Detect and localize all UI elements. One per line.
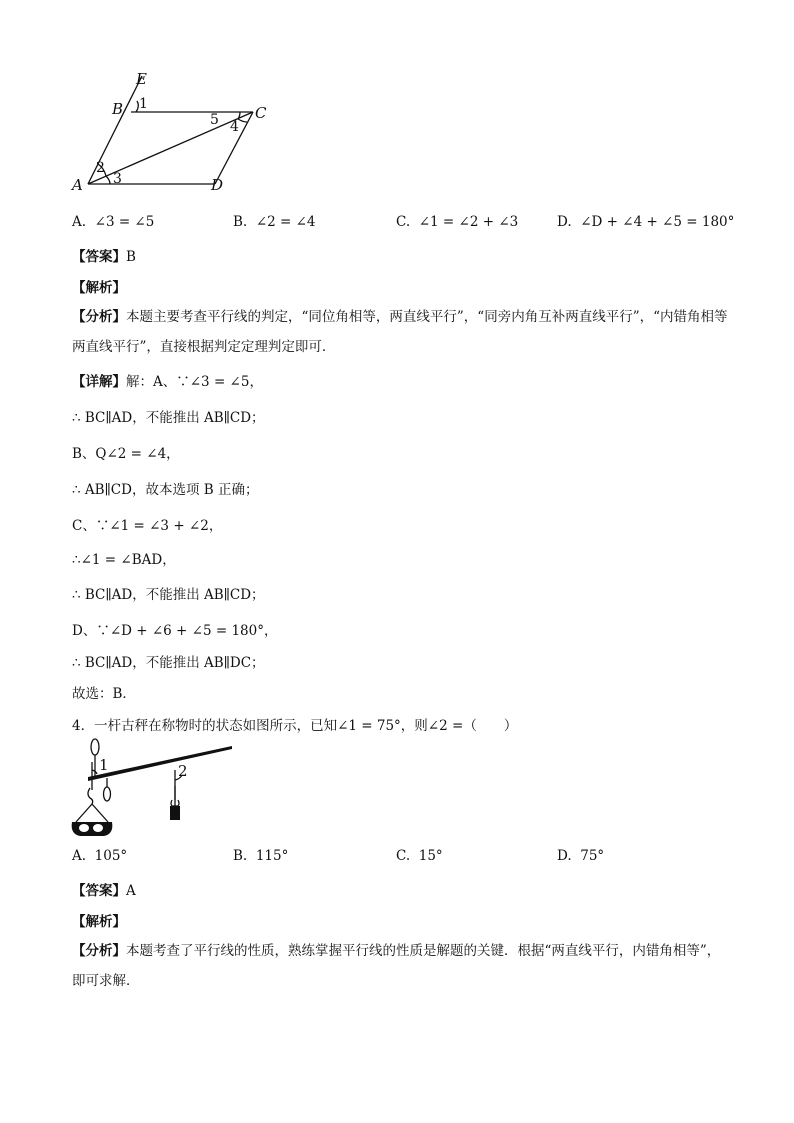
q3-analysis: 【分析】本题主要考查平行线的判定，“同位角相等，两直线平行”，“同旁内角互补两直线平行”，“内错角相等两直线平行”，直接根据判定定理判定即可． xyxy=(72,309,728,355)
q4-option-c: C. 15° xyxy=(396,848,443,864)
label-c: C xyxy=(255,104,267,122)
q3-option-c: C. ∠1 = ∠2 + ∠3 xyxy=(396,214,519,230)
q3-detail-line-2: B、Q∠2 = ∠4， xyxy=(72,446,180,462)
label-angle-2: 2 xyxy=(178,762,188,780)
q3-detail-line-4: C、∵∠1 = ∠3 + ∠2， xyxy=(72,518,223,534)
pan-string-left xyxy=(76,804,92,822)
q4-option-a: A. 105° xyxy=(72,848,128,864)
q3-detail-line-0: 【详解】解：A、∵∠3 = ∠5， xyxy=(72,374,263,390)
q3-detail-line-8: ∴ BC∥AD，不能推出 AB∥DC； xyxy=(72,655,265,671)
q3-option-d: D. ∠D + ∠4 + ∠5 = 180° xyxy=(557,214,735,230)
pan-item-left xyxy=(79,824,89,832)
label-a: A xyxy=(72,176,83,194)
label-e: E xyxy=(136,70,147,88)
side-hook-loop xyxy=(104,787,111,801)
q4-option-b: B. 115° xyxy=(233,848,289,864)
pan-hook xyxy=(88,788,93,804)
q4-question: 4．一杆古秤在称物时的状态如图所示，已知∠1 = 75°，则∠2 =（ ） xyxy=(72,718,518,734)
angle-arc-1 xyxy=(136,101,138,112)
q4-answer: 【答案】A xyxy=(72,883,136,899)
q3-detail-line-7: D、∵∠D + ∠6 + ∠5 = 180°， xyxy=(72,623,278,639)
q3-detail-line-3: ∴ AB∥CD，故本选项 B 正确； xyxy=(72,482,259,498)
label-angle-2: 2 xyxy=(96,160,105,176)
parallelogram-figure xyxy=(60,64,290,199)
label-angle-3: 3 xyxy=(113,171,122,187)
angle-arc-4 xyxy=(238,119,247,122)
q3-detail-line-9: 故选：B． xyxy=(72,686,136,702)
label-d: D xyxy=(211,176,224,194)
q3-analysis-title: 【解析】 xyxy=(72,280,126,296)
q3-option-b: B. ∠2 = ∠4 xyxy=(233,214,316,230)
label-b: B xyxy=(112,100,124,118)
label-angle-1: 1 xyxy=(139,96,148,112)
q4-analysis-title: 【解析】 xyxy=(72,914,126,930)
pan-item-right xyxy=(93,824,103,832)
label-angle-4: 4 xyxy=(230,119,239,135)
angle-arc-3 xyxy=(106,176,110,184)
q4-analysis: 【分析】本题考查了平行线的性质，熟练掌握平行线的性质是解题的关键．根据“两直线平行，内错角相等”，即可求解． xyxy=(72,943,721,989)
label-angle-1: 1 xyxy=(99,756,109,774)
q3-detail-line-5: ∴∠1 = ∠BAD， xyxy=(72,552,176,568)
steelyard-beam xyxy=(88,746,232,781)
pan-string-right xyxy=(92,804,108,822)
counterweight xyxy=(170,806,180,820)
q4-option-d: D. 75° xyxy=(557,848,605,864)
q3-option-a: A. ∠3 = ∠5 xyxy=(72,214,155,230)
label-angle-5: 5 xyxy=(210,112,219,128)
scale-pan xyxy=(72,822,113,836)
steelyard-figure xyxy=(66,738,241,840)
hanger-loop xyxy=(91,739,99,755)
q3-detail-line-6: ∴ BC∥AD，不能推出 AB∥CD； xyxy=(72,587,265,603)
q3-answer: 【答案】B xyxy=(72,249,136,265)
q3-detail-line-1: ∴ BC∥AD，不能推出 AB∥CD； xyxy=(72,410,265,426)
